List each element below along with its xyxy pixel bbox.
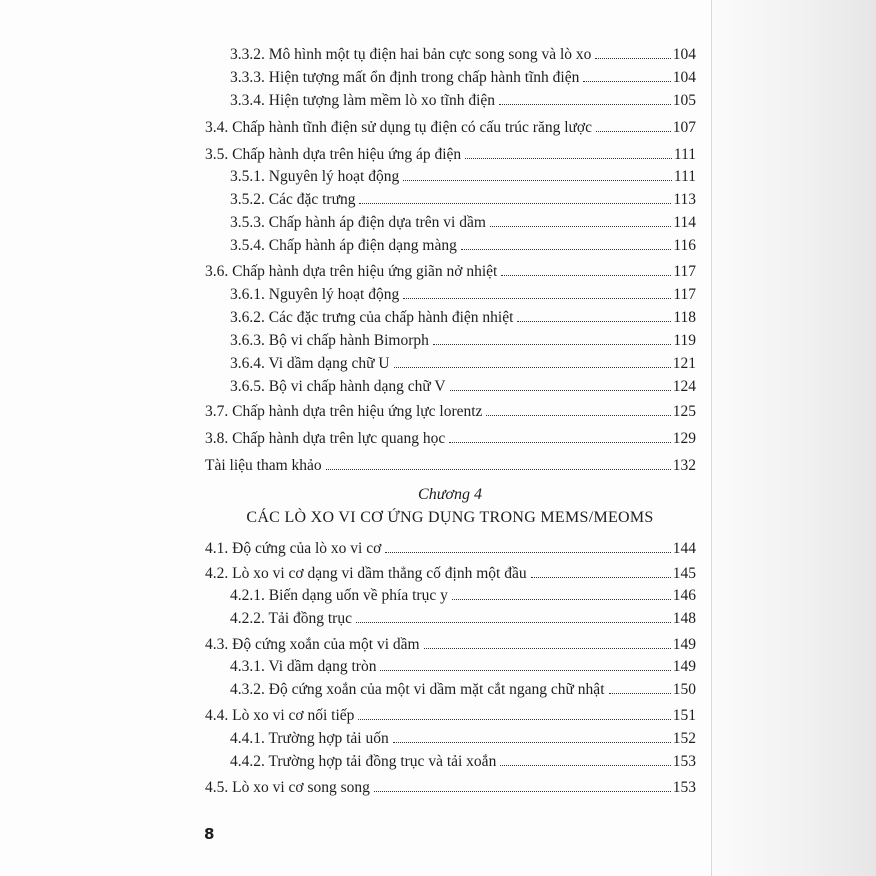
dot-leader	[500, 749, 670, 766]
toc-entry	[230, 654, 696, 676]
toc-entry-page: 153	[672, 753, 696, 770]
toc-entry-label: 3.5.3. Chấp hành áp điện dựa trên vi dầm	[230, 214, 486, 231]
toc-entry-label: 3.6.1. Nguyên lý hoạt động	[230, 286, 400, 303]
chapter-title: CÁC LÒ XO VI CƠ ỨNG DỤNG TRONG MEMS/MEOMS	[246, 509, 654, 526]
dot-leader	[450, 374, 671, 391]
toc-entry	[230, 749, 696, 771]
dot-leader	[394, 351, 671, 368]
toc-entry-page: 117	[673, 263, 696, 280]
dot-leader	[449, 426, 671, 443]
dot-leader	[452, 583, 671, 600]
toc-entry	[205, 399, 696, 421]
dot-leader	[596, 115, 671, 132]
toc-entry	[205, 536, 696, 558]
dot-leader	[531, 561, 671, 578]
toc-entry-page: 145	[672, 565, 696, 582]
chapter-label: Chương 4	[418, 486, 482, 503]
dot-leader	[486, 399, 670, 416]
toc-entry	[205, 142, 696, 164]
toc-entry	[205, 775, 696, 797]
toc-entry	[205, 426, 696, 448]
toc-entry	[205, 115, 696, 137]
toc-entry-page: 152	[672, 730, 696, 747]
dot-leader	[609, 677, 671, 694]
toc-entry-page: 129	[672, 430, 696, 447]
toc-entry-page: 121	[672, 355, 696, 372]
toc-entry-label: 3.5.2. Các đặc trưng	[230, 191, 356, 208]
dot-leader	[424, 632, 671, 649]
toc-entry-label: 4.2. Lò xo vi cơ dạng vi dầm thẳng cố định một đầu	[205, 565, 527, 582]
toc-entry-page: 111	[673, 146, 696, 163]
toc-entry-page: 117	[673, 286, 696, 303]
toc-entry-label: 3.3.2. Mô hình một tụ điện hai bản cực song song và lò xo	[230, 46, 592, 63]
dot-leader	[385, 536, 670, 553]
toc-entry	[205, 259, 696, 281]
dot-leader	[356, 606, 671, 623]
toc-entry-page: 125	[672, 403, 696, 420]
toc-entry	[230, 351, 696, 373]
toc-entry-page: 151	[672, 707, 696, 724]
toc-entry-page: 113	[673, 191, 696, 208]
dot-leader	[465, 142, 672, 159]
toc-entry-page: 104	[672, 69, 696, 86]
toc-entry-label: 4.4.1. Trường hợp tải uốn	[230, 730, 389, 747]
toc-entry-label: 4.2.1. Biến dạng uốn về phía trục y	[230, 587, 448, 604]
toc-entry-label: 3.6. Chấp hành dựa trên hiệu ứng giãn nở nhiệt	[205, 263, 498, 280]
dot-leader	[501, 259, 671, 276]
toc-entry	[205, 632, 696, 654]
toc-entry-page: 146	[672, 587, 696, 604]
toc-entry-page: 148	[672, 610, 696, 627]
toc-entry-label: 3.8. Chấp hành dựa trên lực quang học	[205, 430, 446, 447]
toc-entry-page: 105	[672, 92, 696, 109]
dot-leader	[490, 210, 671, 227]
toc-entry	[230, 42, 696, 64]
toc-entry	[230, 233, 696, 255]
toc-entry-page: 144	[672, 540, 696, 557]
dot-leader	[461, 233, 671, 250]
toc-entry-page: 149	[672, 658, 696, 675]
dot-leader	[326, 453, 671, 470]
dot-leader	[433, 328, 671, 345]
toc-entry	[230, 374, 696, 396]
toc-entry	[230, 305, 696, 327]
toc-entry	[230, 164, 696, 186]
toc-entry-label: 3.6.4. Vi dầm dạng chữ U	[230, 355, 390, 372]
dot-leader	[393, 726, 671, 743]
toc-entry-label: 4.3. Độ cứng xoắn của một vi dầm	[205, 636, 420, 653]
toc-entry	[230, 328, 696, 350]
toc-entry-page: 149	[672, 636, 696, 653]
toc-entry-page: 132	[672, 457, 696, 474]
toc-entry-label: 4.2.2. Tải đồng trục	[230, 610, 352, 627]
toc-entry-page: 150	[672, 681, 696, 698]
toc-entry-label: 3.4. Chấp hành tĩnh điện sử dụng tụ điện có cấu trúc răng lược	[205, 119, 593, 136]
toc-entry	[230, 677, 696, 699]
toc-entry-page: 114	[673, 214, 696, 231]
toc-entry-label: 3.7. Chấp hành dựa trên hiệu ứng lực lorentz	[205, 403, 483, 420]
toc-entry-label: 4.1. Độ cứng của lò xo vi cơ	[205, 540, 382, 557]
dot-leader	[517, 305, 671, 322]
toc-entry-page: 153	[672, 779, 696, 796]
dot-leader	[403, 164, 672, 181]
toc-entry-label: 3.6.2. Các đặc trưng của chấp hành điện nhiệt	[230, 309, 514, 326]
toc-entry-page: 111	[673, 168, 696, 185]
toc-entry-page: 124	[672, 378, 696, 395]
toc-entry	[230, 187, 696, 209]
dot-leader	[595, 42, 670, 59]
dot-leader	[403, 282, 671, 299]
toc-entry	[230, 88, 696, 110]
toc-entry-label: 4.3.2. Độ cứng xoắn của một vi dầm mặt cắt ngang chữ nhật	[230, 681, 605, 698]
toc-entry	[230, 282, 696, 304]
toc-entry-label: 4.3.1. Vi dầm dạng tròn	[230, 658, 377, 675]
dot-leader	[499, 88, 671, 105]
dot-leader	[359, 187, 671, 204]
toc-entry	[230, 606, 696, 628]
toc-entry-page: 107	[672, 119, 696, 136]
dot-leader	[583, 65, 670, 82]
toc-entry	[230, 726, 696, 748]
toc-entry-label: 4.4. Lò xo vi cơ nối tiếp	[205, 707, 355, 724]
toc-entry	[205, 561, 696, 583]
toc-entry-label: 3.5.1. Nguyên lý hoạt động	[230, 168, 400, 185]
toc-entry-page: 119	[673, 332, 696, 349]
toc-entry-label: 3.6.3. Bộ vi chấp hành Bimorph	[230, 332, 429, 349]
toc-entry-label: 4.5. Lò xo vi cơ song song	[205, 779, 370, 796]
toc-entry-page: 104	[672, 46, 696, 63]
page-number: 8	[204, 825, 215, 843]
toc-entry-page: 118	[673, 309, 696, 326]
toc-entry-label: 3.5. Chấp hành dựa trên hiệu ứng áp điện	[205, 146, 462, 163]
toc-entry	[230, 583, 696, 605]
toc-entry-label: 3.3.4. Hiện tượng làm mềm lò xo tĩnh điện	[230, 92, 495, 109]
toc-entry-page: 116	[673, 237, 696, 254]
dot-leader	[380, 654, 670, 671]
toc-entry	[230, 210, 696, 232]
dot-leader	[358, 703, 670, 720]
toc-entry	[230, 65, 696, 87]
toc-entry	[205, 453, 696, 475]
toc-entry-label: 3.5.4. Chấp hành áp điện dạng màng	[230, 237, 457, 254]
dot-leader	[374, 775, 671, 792]
toc-entry-label: Tài liệu tham khảo	[205, 457, 322, 474]
toc-entry	[205, 703, 696, 725]
toc-entry-label: 3.6.5. Bộ vi chấp hành dạng chữ V	[230, 378, 446, 395]
toc-entry-label: 3.3.3. Hiện tượng mất ổn định trong chấp hành tĩnh điện	[230, 69, 580, 86]
toc-entry-label: 4.4.2. Trường hợp tải đồng trục và tải xoắn	[230, 753, 497, 770]
